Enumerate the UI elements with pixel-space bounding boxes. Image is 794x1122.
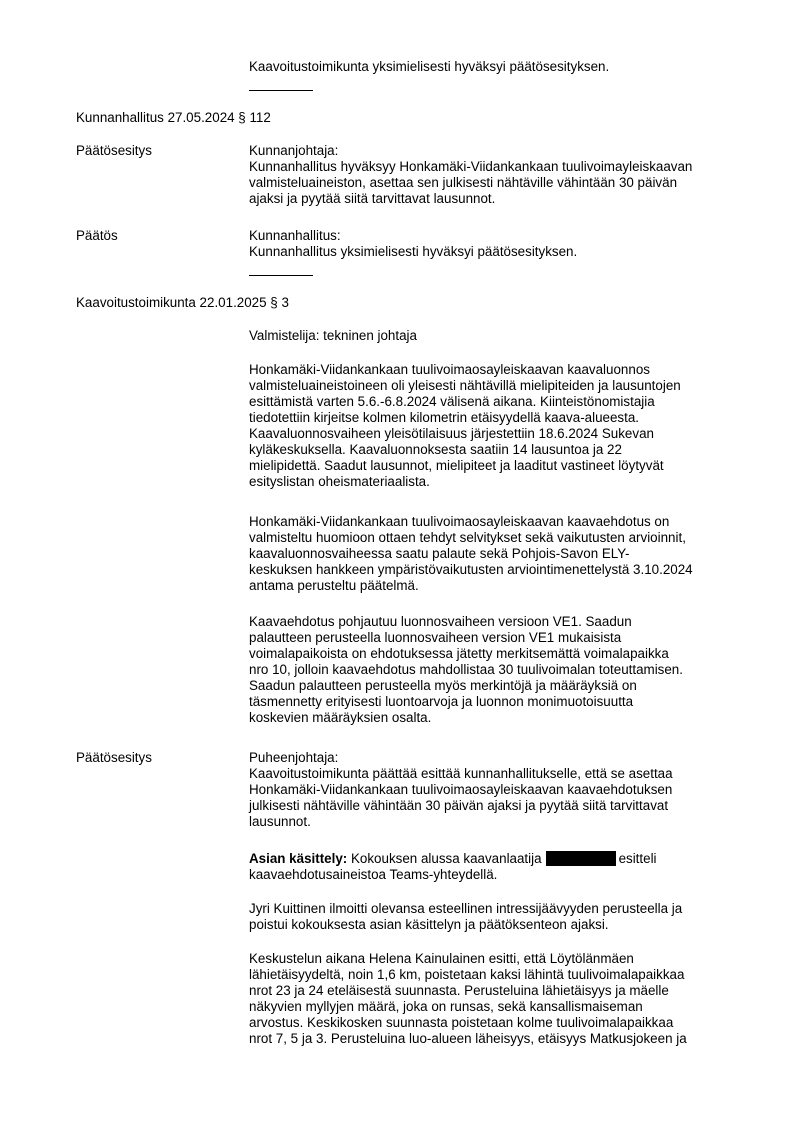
text-line: esityslistan oheismateriaalista.	[249, 474, 430, 489]
handling-text: esitteli	[618, 851, 657, 866]
speaker-label: Kunnanjohtaja:	[249, 143, 339, 158]
paragraph-discussion	[249, 951, 687, 1047]
text-line: tiedotettiin kirjeitse kolmen kilometrin etäisyydellä kaava-alueesta.	[249, 410, 640, 425]
text-line: valmisteluaineiston, asettaa sen julkisesti nähtäville vähintään 30 päivän	[249, 175, 678, 190]
proposal-label: Päätösesitys	[76, 750, 152, 765]
text-line: Kaavoitustoimikunta päättää esittää kunnanhallitukselle, että se asettaa	[249, 766, 673, 781]
text-line: Honkamäki-Viidankankaan tuulivoimaosayleiskaavan kaavaluonnos	[249, 362, 650, 377]
handling-block	[249, 851, 657, 883]
redaction-box	[546, 851, 616, 866]
previous-decision-text: Kaavoitustoimikunta yksimielisesti hyväksyi päätösesityksen.	[249, 59, 610, 74]
decision-label: Päätös	[76, 228, 118, 243]
text-line: valmisteluaineistoineen oli yleisesti nähtävillä mielipiteiden ja lausuntojen	[249, 378, 681, 393]
separator-line	[249, 90, 313, 91]
text-line: kaavaluonnosvaiheessa saatu palaute sekä Pohjois-Savon ELY-	[249, 546, 630, 561]
text-line: kyläkeskuksella. Kaavaluonnoksesta saatiin 14 lausuntoa ja 22	[249, 442, 622, 457]
paragraph-proposal-prep	[249, 514, 693, 594]
text-line: keskuksen hankkeen ympäristövaikutusten arviointimenettelystä 3.10.2024	[249, 562, 693, 577]
text-line: esittämistä varten 5.6.-6.8.2024 välisenä aikana. Kiinteistönomistajia	[249, 394, 655, 409]
proposal-block	[249, 750, 673, 830]
text-line: arvostus. Keskikosken suunnasta poistetaan kolme tuulivoimalapaikkaa	[249, 1015, 674, 1030]
text-line: julkisesti nähtäville vähintään 30 päivän ajaksi ja pyytää siitä tarvittavat	[249, 798, 669, 813]
text-line: nrot 23 ja 24 eteläisestä suunnasta. Perusteluina lähietäisyys ja mäelle	[249, 983, 669, 998]
text-line: ajaksi ja pyytää siitä tarvittavat lausunnot.	[249, 191, 496, 206]
preparer-line: Valmistelija: tekninen johtaja	[249, 328, 417, 343]
text-line: lausunnot.	[249, 814, 311, 829]
decision-block	[249, 228, 577, 260]
proposal-block	[249, 143, 692, 207]
handling-text: Kokouksen alussa kaavanlaatija	[350, 851, 542, 866]
text-line: palautteen perusteella luonnosvaiheen version VE1 mukaisista	[249, 630, 622, 645]
text-line: nrot 7, 5 ja 3. Perusteluina luo-alueen läheisyys, etäisyys Matkusjokeen ja	[249, 1031, 687, 1046]
text-line: nro 10, jolloin kaavaehdotus mahdollistaa 30 tuulivoimalan toteuttamisen.	[249, 662, 683, 677]
handling-label: Asian käsittely:	[249, 851, 348, 866]
text-line	[249, 851, 657, 867]
section-heading: Kunnanhallitus 27.05.2024 § 112	[76, 110, 271, 125]
text-line: Keskustelun aikana Helena Kainulainen esitti, että Löytölänmäen	[249, 951, 634, 966]
text-line: Honkamäki-Viidankankaan tuulivoimaosayleiskaavan kaavaehdotuksen	[249, 782, 673, 797]
text-line: Jyri Kuittinen ilmoitti olevansa esteellinen intressijäävyyden perusteella ja	[249, 901, 683, 916]
text-line: täsmennetty erityisesti luontoarvoja ja luonnon monimuotoisuutta	[249, 694, 634, 709]
speaker-label: Kunnanhallitus:	[249, 228, 341, 243]
text-line: voimalapaikoista on ehdotuksessa jätetty merkitsemättä voimalapaikka	[249, 646, 669, 661]
separator-line	[249, 275, 313, 276]
text-line: valmisteltu huomioon ottaen tehdyt selvitykset sekä vaikutusten arvioinnit,	[249, 530, 686, 545]
text-line: näkyvien myllyjen määrä, joka on runsas, sekä kansallismaiseman	[249, 999, 643, 1014]
text-line: Kunnanhallitus yksimielisesti hyväksyi päätösesityksen.	[249, 244, 578, 259]
text-line: lähietäisyydeltä, noin 1,6 km, poistetaan kaksi lähintä tuulivoimalapaikkaa	[249, 967, 685, 982]
text-line: Honkamäki-Viidankankaan tuulivoimaosayleiskaavan kaavaehdotus on	[249, 514, 670, 529]
text-line: koskevien määräyksien osalta.	[249, 710, 432, 725]
paragraph-ve1	[249, 614, 683, 726]
paragraph-disqualification	[249, 901, 682, 933]
proposal-label: Päätösesitys	[76, 143, 152, 158]
text-line: antama perusteltu päätelmä.	[249, 578, 419, 593]
text-line: poistui kokouksesta asian käsittelyn ja päätöksenteon ajaksi.	[249, 917, 609, 932]
speaker-label: Puheenjohtaja:	[249, 750, 339, 765]
text-line: Kaavaehdotus pohjautuu luonnosvaiheen versioon VE1. Saadun	[249, 614, 632, 629]
paragraph-draft	[249, 362, 681, 490]
text-line: kaavaehdotusaineistoa Teams-yhteydellä.	[249, 867, 498, 882]
text-line: Kunnanhallitus hyväksyy Honkamäki-Viidankankaan tuulivoimayleiskaavan	[249, 159, 693, 174]
text-line: Kaavaluonnosvaiheen yleisötilaisuus järjestettiin 18.6.2024 Sukevan	[249, 426, 654, 441]
text-line: Saadun palautteen perusteella myös merkintöjä ja määräyksiä on	[249, 678, 637, 693]
section-heading: Kaavoitustoimikunta 22.01.2025 § 3	[76, 295, 289, 310]
text-line: mielipidettä. Saadut lausunnot, mielipiteet ja laaditut vastineet löytyvät	[249, 458, 664, 473]
